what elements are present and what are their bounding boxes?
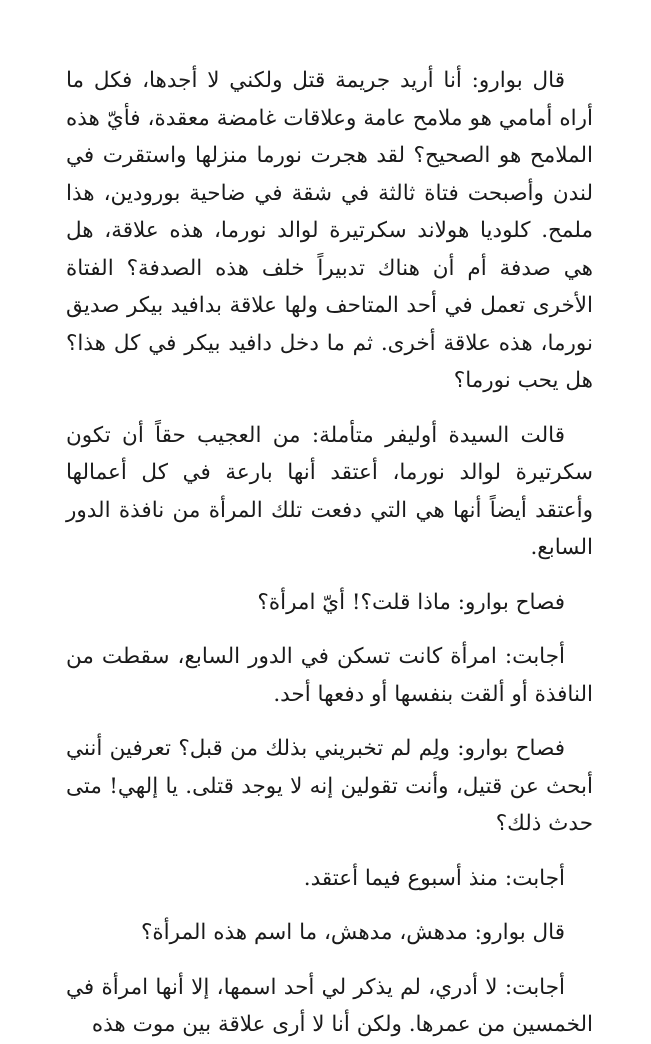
paragraph: فصاح بوارو: ولِم لم تخبريني بذلك من قبل؟ تعرفين أنني أبحث عن قتيل، وأنت تقولين إنه لا يوجد قتلى. يا إلهي! متى حدث ذلك؟ <box>66 736 593 836</box>
paragraph: أجابت: لا أدري، لم يذكر لي أحد اسمها، إلا أنها امرأة في الخمسين من عمرها. ولكن أنا لا أرى علاقة بين موت هذه <box>66 974 593 1037</box>
paragraph: أجابت: امرأة كانت تسكن في الدور السابع، سقطت من النافذة أو ألقت بنفسها أو دفعها أحد. <box>66 644 593 707</box>
paragraph: قال بوارو: مدهش، مدهش، ما اسم هذه المرأة؟ <box>140 920 565 945</box>
paragraph: قال بوارو: أنا أريد جريمة قتل ولكني لا أجدها، فكل ما أراه أمامي هو ملامح عامة وعلاقات غامضة معقدة، فأيّ هذه الملامح هو الصحيح؟ لقد هجرت نورما منزلها واستقرت في لندن وأصبحت فتاة ثالثة في شقة في ضاحية بورودين، هذا ملمح. كلوديا هولاند سكرتيرة لوالد نورما، هذه علاقة، هل هي صدفة أم أن هناك تدبيراً خلف هذه الصدفة؟ الفتاة الأخرى تعمل في أحد المتاحف ولها علاقة بدافيد بيكر صديق نورما، هذه علاقة أخرى. ثم ما دخل دافيد بيكر في كل هذا؟ هل يحب نورما؟ <box>66 68 593 393</box>
paragraph: قالت السيدة أوليفر متأملة: من العجيب حقاً أن تكون سكرتيرة لوالد نورما، أعتقد أنها بارعة في كل أعمالها وأعتقد أيضاً أنها هي التي دفعت تلك المرأة من نافذة الدور السابع. <box>66 422 593 560</box>
paragraph: فصاح بوارو: ماذا قلت؟! أيّ امرأة؟ <box>257 589 565 615</box>
paragraph: أجابت: منذ أسبوع فيما أعتقد. <box>303 865 565 891</box>
